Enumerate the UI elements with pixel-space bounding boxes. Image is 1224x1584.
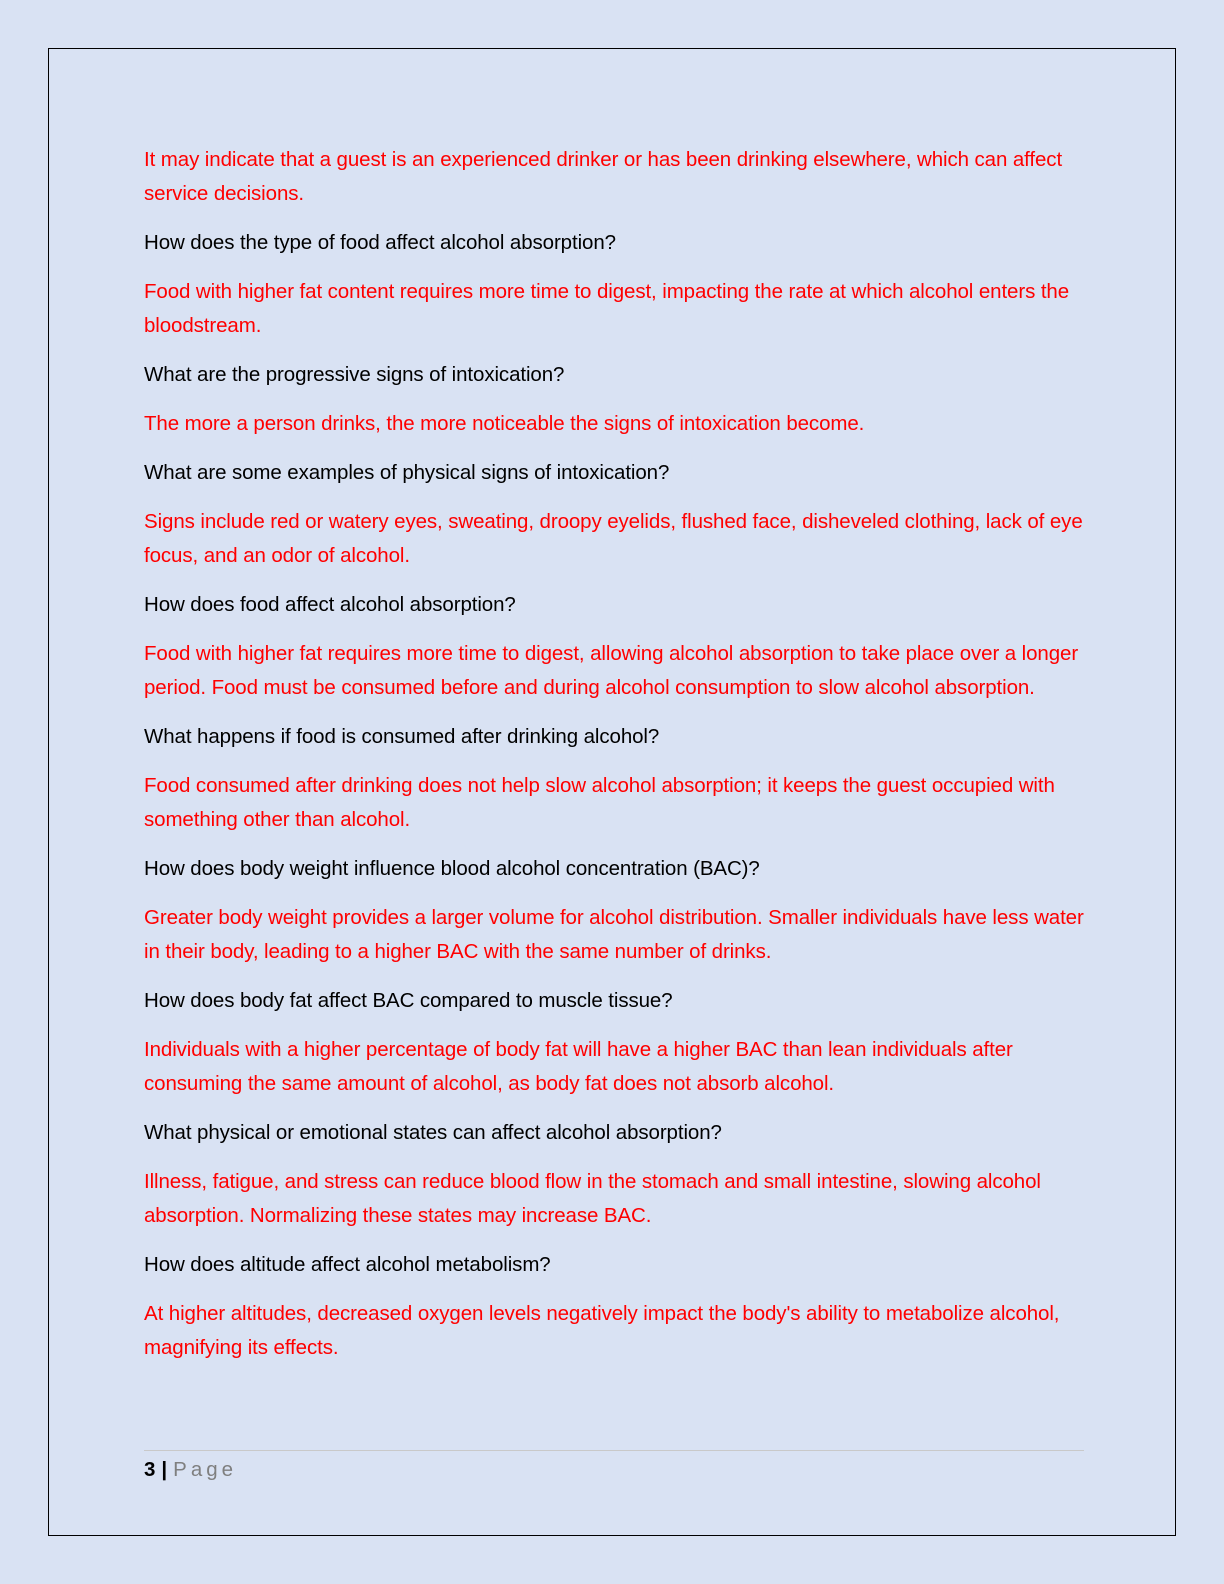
- question-paragraph: What physical or emotional states can affect alcohol absorption?: [144, 1121, 722, 1144]
- answer-paragraph: Food with higher fat requires more time to digest, allowing alcohol absorption to take place over a longer period. Food must be consumed before and during alcohol consumption to slow alcohol absorption.: [144, 642, 1079, 699]
- question-paragraph: How does the type of food affect alcohol absorption?: [144, 231, 616, 254]
- answer-paragraph: At higher altitudes, decreased oxygen levels negatively impact the body's ability to metabolize alcohol, magnifying its effects.: [144, 1302, 1060, 1359]
- page-footer: [144, 1456, 237, 1484]
- answer-paragraph: Individuals with a higher percentage of body fat will have a higher BAC than lean individuals after consuming the same amount of alcohol, as body fat does not absorb alcohol.: [144, 1038, 1013, 1095]
- question-paragraph: What happens if food is consumed after drinking alcohol?: [144, 725, 660, 748]
- answer-paragraph: It may indicate that a guest is an experienced drinker or has been drinking elsewhere, which can affect service decisions.: [144, 148, 1063, 205]
- answer-paragraph: Greater body weight provides a larger volume for alcohol distribution. Smaller individuals have less water in their body, leading to a higher BAC with the same number of drinks.: [144, 906, 1084, 963]
- answer-paragraph: Illness, fatigue, and stress can reduce blood flow in the stomach and small intestine, slowing alcohol absorption. Normalizing these states may increase BAC.: [144, 1170, 1041, 1227]
- answer-paragraph: Signs include red or watery eyes, sweating, droopy eyelids, flushed face, disheveled clothing, lack of eye focus, and an odor of alcohol.: [144, 510, 1083, 567]
- footer-divider: [144, 1450, 1084, 1451]
- question-paragraph: How does altitude affect alcohol metabolism?: [144, 1253, 551, 1276]
- answer-paragraph: The more a person drinks, the more noticeable the signs of intoxication become.: [144, 412, 865, 435]
- answer-paragraph: Food with higher fat content requires more time to digest, impacting the rate at which alcohol enters the bloodstream.: [144, 280, 1070, 337]
- question-paragraph: How does body weight influence blood alcohol concentration (BAC)?: [144, 857, 760, 880]
- answer-paragraph: Food consumed after drinking does not help slow alcohol absorption; it keeps the guest occupied with something other than alcohol.: [144, 774, 1055, 831]
- page-label: Page: [173, 1458, 238, 1481]
- question-paragraph: What are the progressive signs of intoxication?: [144, 363, 565, 386]
- question-paragraph: What are some examples of physical signs of intoxication?: [144, 461, 670, 484]
- document-body: [144, 143, 1089, 1380]
- question-paragraph: How does food affect alcohol absorption?: [144, 593, 516, 616]
- question-paragraph: How does body fat affect BAC compared to muscle tissue?: [144, 989, 673, 1012]
- footer-separator: |: [161, 1458, 168, 1481]
- page-number: 3: [144, 1458, 156, 1481]
